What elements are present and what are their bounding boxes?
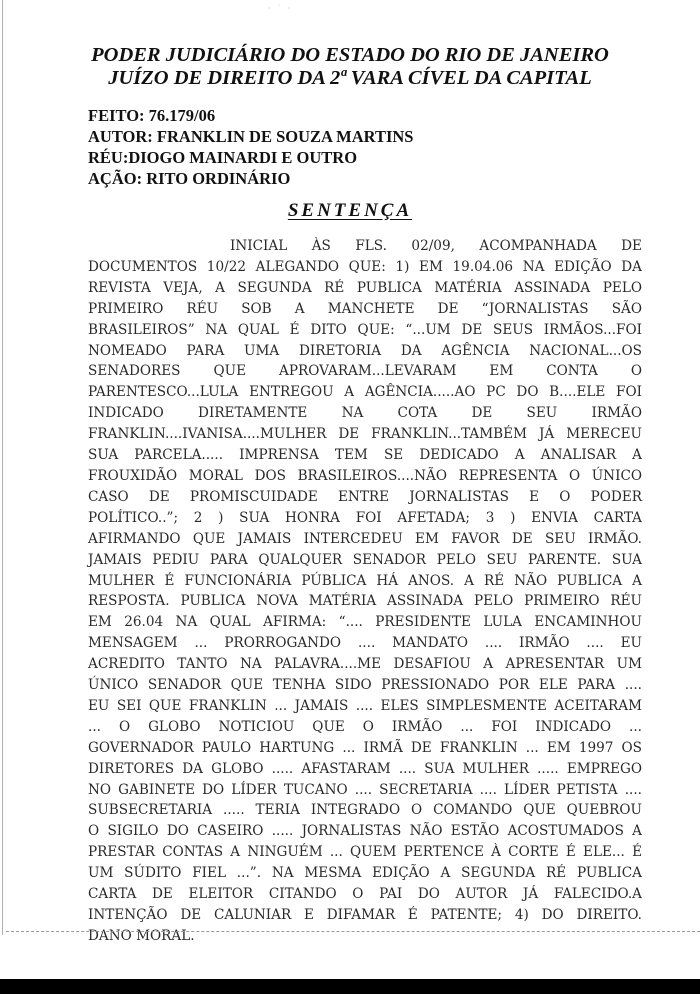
body-line: ÚNICO SENADOR QUE TENHA SIDO PRESSIONADO POR ELE PARA .... <box>88 677 642 694</box>
body-line: SUA PARCELA..... IMPRENSA TEM SE DEDICADO A ANALISAR A <box>88 447 642 464</box>
body-line: EU SEI QUE FRANKLIN ... JAMAIS .... ELES SIMPLESMENTE ACEITARAM <box>88 697 642 714</box>
body-line: MULHER É FUNCIONÁRIA PÚBLICA HÁ ANOS. A RÉ NÃO PUBLICA A <box>88 572 642 589</box>
body-line: SENADORES QUE APROVARAM...LEVARAM EM CONTA O <box>88 363 642 380</box>
body-line: PARENTESCO...LULA ENTREGOU A AGÊNCIA.....AO PC DO B....ELE FOI <box>88 384 642 401</box>
scan-mark: · ˙ · <box>268 4 293 13</box>
case-action: AÇÃO: RITO ORDINÁRIO <box>88 169 291 188</box>
page-bottom-bar <box>0 979 700 994</box>
body-line: O SIGILO DO CASEIRO ..... JORNALISTAS NÃO ESTÃO ACOSTUMADOS A <box>88 823 642 840</box>
court-header <box>0 44 700 90</box>
body-line: INICIAL ÀS FLS. 02/09, ACOMPANHADA DE <box>230 238 642 254</box>
case-defendant: RÉU:DIOGO MAINARDI E OUTRO <box>88 148 358 167</box>
body-line: INDICADO DIRETAMENTE NA COTA DE SEU IRMÃO <box>88 405 642 422</box>
body-line: PRESTAR CONTAS A NINGUÉM ... QUEM PERTENCE À CORTE É ELE... É <box>88 844 642 861</box>
court-header-line-1: PODER JUDICIÁRIO DO ESTADO DO RIO DE JANEIRO <box>91 44 609 66</box>
case-info <box>88 105 414 189</box>
body-line: POLÍTICO..”; 2 ) SUA HONRA FOI AFETADA; 3 ) ENVIA CARTA <box>88 509 642 526</box>
body-line: CASO DE PROMISCUIDADE ENTRE JORNALISTAS E O PODER <box>88 488 642 505</box>
body-line: NOMEADO PARA UMA DIRETORIA DA AGÊNCIA NACIONAL...OS <box>88 342 642 359</box>
body-line: DIRETORES DA GLOBO ..... AFASTARAM .... SUA MULHER ..... EMPREGO <box>88 760 642 777</box>
document-title <box>0 200 700 222</box>
case-plaintiff: AUTOR: FRANKLIN DE SOUZA MARTINS <box>88 127 414 146</box>
body-line: ... O GLOBO NOTICIOU QUE O IRMÃO ... FOI INDICADO ... <box>88 718 642 735</box>
body-line: RESPOSTA. PUBLICA NOVA MATÉRIA ASSINADA PELO PRIMEIRO RÉU <box>88 593 642 610</box>
body-line: FRANKLIN....IVANISA....MULHER DE FRANKLIN...TAMBÉM JÁ MERECEU <box>88 426 642 443</box>
body-line: AFIRMANDO QUE JAMAIS INTERCEDEU EM FAVOR DE SEU IRMÃO. <box>88 530 642 547</box>
body-line: DOCUMENTOS 10/22 ALEGANDO QUE: 1) EM 19.04.06 NA EDIÇÃO DA <box>88 258 642 275</box>
case-number: FEITO: 76.179/06 <box>88 106 216 125</box>
body-line: MENSAGEM ... PRORROGANDO .... MANDATO .... IRMÃO .... EU <box>88 635 642 652</box>
body-line: CARTA DE ELEITOR CITANDO O PAI DO AUTOR JÁ FALECIDO.A <box>88 886 642 903</box>
body-line: JAMAIS PEDIU PARA QUALQUER SENADOR PELO SEU PARENTE. SUA <box>88 551 642 568</box>
body-line: NO GABINETE DO LÍDER TUCANO .... SECRETARIA .... LÍDER PETISTA .... <box>88 781 642 798</box>
body-line: ACREDITO TANTO NA PALAVRA....ME DESAFIOU A APRESENTAR UM <box>88 656 642 673</box>
body-line: EM 26.04 NA QUAL AFIRMA: “.... PRESIDENTE LULA ENCAMINHOU <box>88 614 642 631</box>
body-line: SUBSECRETARIA ..... TERIA INTEGRADO O COMANDO QUE QUEBROU <box>88 802 642 819</box>
body-line: INTENÇÃO DE CALUNIAR E DIFAMAR É PATENTE; 4) DO DIREITO. <box>88 907 642 923</box>
sentence-body <box>88 236 642 947</box>
body-line: UM SÚDITO FIEL ...”. NA MESMA EDIÇÃO A SEGUNDA RÉ PUBLICA <box>88 865 642 882</box>
body-line: DANO MORAL. <box>88 927 195 944</box>
body-line: PRIMEIRO RÉU SOB A MANCHETE DE “JORNALISTAS SÃO <box>88 300 642 317</box>
body-line: GOVERNADOR PAULO HARTUNG ... IRMÃ DE FRANKLIN ... EM 1997 OS <box>88 739 642 756</box>
body-line: FROUXIDÃO MORAL DOS BRASILEIROS....NÃO REPRESENTA O ÚNICO <box>88 467 642 484</box>
body-line: BRASILEIROS” NA QUAL É DITO QUE: “...UM DE SEUS IRMÃOS...FOI <box>88 321 642 338</box>
document-title-text: SENTENÇA <box>287 200 413 221</box>
page-left-edge <box>2 0 3 935</box>
page-bottom-divider <box>6 931 700 932</box>
court-header-line-2: JUÍZO DE DIREITO DA 2ª VARA CÍVEL DA CAPITAL <box>108 67 592 89</box>
body-line: REVISTA VEJA, A SEGUNDA RÉ PUBLICA MATÉRIA ASSINADA PELO <box>88 279 642 296</box>
